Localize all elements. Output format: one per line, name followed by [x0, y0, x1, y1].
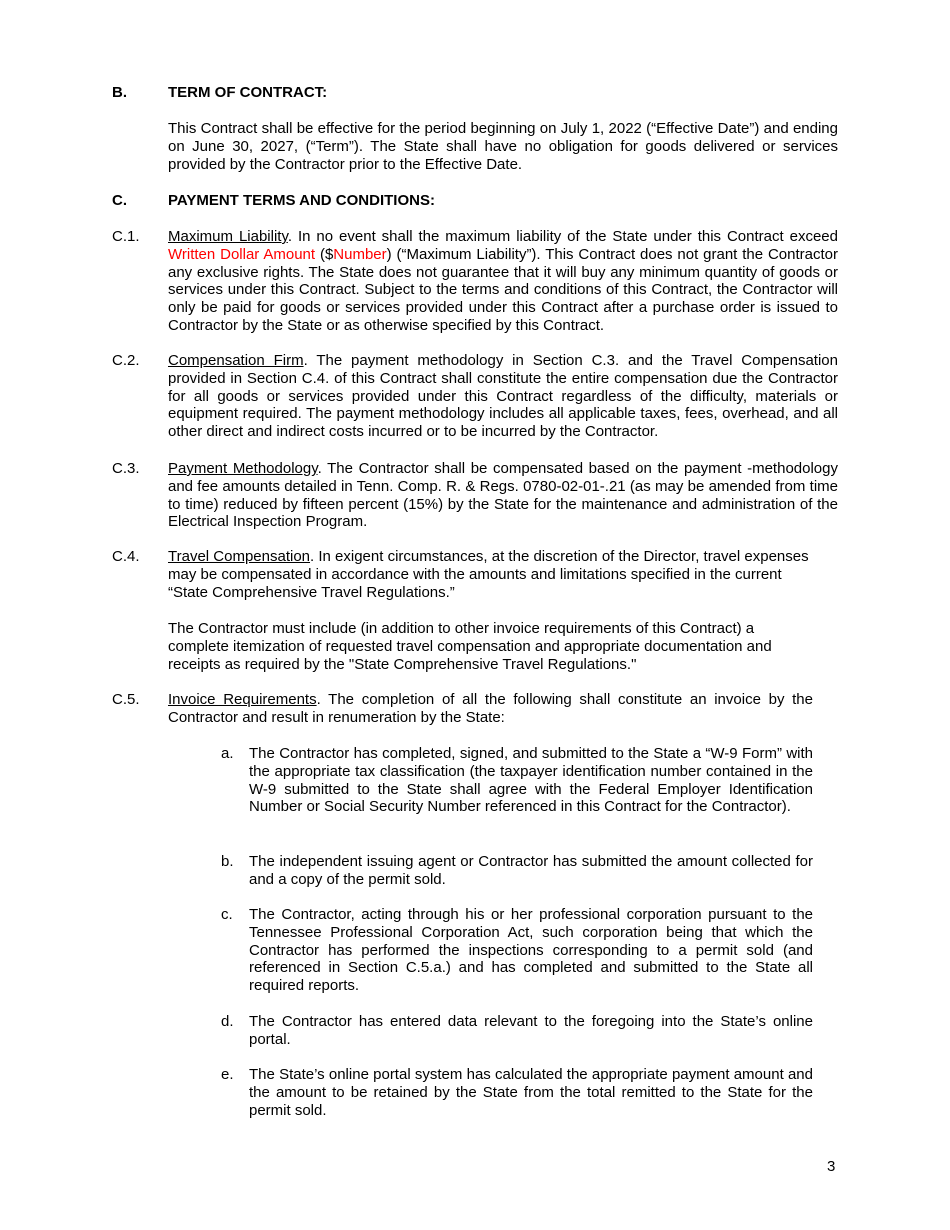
clause-c2-body	[168, 352, 838, 441]
section-c-heading	[112, 192, 435, 210]
clause-c4-heading: Travel Compensation	[168, 548, 311, 565]
section-c-label: C.	[112, 192, 127, 209]
list-item	[221, 745, 813, 816]
clause-c4-paragraph-2: The Contractor must include (in addition to other invoice requirements of this Contract) a complete itemization of requested travel compensation and appropriate documentation and receipts as required by the "State Comprehensive Travel Regulations."	[168, 620, 772, 673]
clause-c1-lead: . In no event shall the maximum liability of the State under this Contract exceed	[287, 228, 838, 245]
clause-c3-body	[168, 460, 838, 531]
clause-c3-text: . The Contractor shall be compensated based on the payment -methodology and fee amounts detailed in Tenn. Comp. R. & Regs. 0780-02-01-.21 (as may be amended from time to time) reduced by fifteen percent (15%) by the State for the maintenance and administration of the Electrical Inspection Program.	[168, 460, 838, 531]
section-b-label: B.	[112, 84, 127, 101]
clause-c1-body	[168, 228, 838, 335]
clause-c3	[112, 460, 838, 531]
list-item-text: The independent issuing agent or Contractor has submitted the amount collected for and a copy of the permit sold.	[249, 853, 813, 888]
list-item-text: The Contractor has completed, signed, and submitted to the State a “W-9 Form” with the appropriate tax classification (the taxpayer identification number contained in the W-9 submitted to the State shall agree with the Federal Employer Identification Number or Social Security Number referenced in this Contract for the Contractor).	[249, 745, 813, 816]
list-item	[221, 1066, 813, 1119]
section-b-heading	[112, 84, 327, 102]
list-item-letter: a.	[221, 745, 234, 762]
clause-c3-number: C.3.	[112, 460, 140, 477]
list-item-letter: d.	[221, 1013, 234, 1030]
clause-c2-text: . The payment methodology in Section C.3. and the Travel Compensation provided in Section C.4. of this Contract shall constitute the entire compensation due the Contractor for all goods or services provided under this Contract regardless of the difficulty, materials or equipment required. The payment methodology includes all applicable taxes, fees, overhead, and all other direct and indirect costs incurred or to be incurred by the Contractor.	[168, 352, 838, 441]
placeholder-dollar-amount: Written Dollar Amount	[168, 245, 316, 263]
clause-c4-text: . In exigent circumstances, at the discretion of the Director, travel expenses may be compensated in accordance with the amounts and limitations specified in the current “State Comprehensive Travel Regulations.”	[168, 548, 809, 601]
clause-c1-paren: ($	[315, 245, 334, 263]
list-item-letter: c.	[221, 906, 233, 923]
clause-c2-heading: Compensation Firm	[168, 352, 304, 369]
clause-c5-body	[168, 691, 813, 727]
list-item	[221, 1013, 813, 1049]
section-c-title: PAYMENT TERMS AND CONDITIONS:	[168, 192, 435, 209]
clause-c5-heading: Invoice Requirements	[168, 691, 317, 708]
clause-c5-number: C.5.	[112, 691, 140, 708]
list-item-letter: e.	[221, 1066, 234, 1083]
list-item-text: The Contractor has entered data relevant to the foregoing into the State’s online portal.	[249, 1013, 813, 1048]
clause-c1-rest: ) (“Maximum Liability”). This Contract does not grant the Contractor any exclusive rights. The State does not guarantee that it will buy any minimum quantity of goods or services under this Contract. Subject to the terms and conditions of this Contract, the Contractor will only be paid for goods or services provided under this Contract after a purchase order is issued to Contractor by the State or as otherwise specified by this Contract.	[168, 245, 838, 334]
placeholder-number: Number	[333, 245, 387, 263]
list-item	[221, 853, 813, 889]
clause-c1-heading: Maximum Liability	[168, 228, 288, 245]
list-item-letter: b.	[221, 853, 234, 870]
page-number: 3	[827, 1158, 836, 1175]
section-b-text: This Contract shall be effective for the period beginning on July 1, 2022 (“Effective Date”) and ending on June 30, 2027, (“Term”). The State shall have no obligation for goods delivered or services provided by the Contractor prior to the Effective Date.	[168, 120, 838, 173]
list-item-text: The State’s online portal system has calculated the appropriate payment amount and the amount to be retained by the State from the total remitted to the State for the permit sold.	[249, 1066, 813, 1119]
list-item-text: The Contractor, acting through his or her professional corporation pursuant to the Tennessee Professional Corporation Act, such corporation being that which the Contractor has performed the inspections corresponding to a permit sold (and referenced in Section C.5.a.) and has completed and submitted to the State all required reports.	[249, 906, 813, 995]
clause-c4	[112, 548, 812, 601]
list-item	[221, 906, 813, 995]
clause-c2	[112, 352, 838, 441]
clause-c1-number: C.1.	[112, 228, 140, 245]
clause-c5-text: . The completion of all the following shall constitute an invoice by the Contractor and result in renumeration by the State:	[168, 691, 813, 726]
clause-c4-body	[168, 548, 812, 601]
clause-c5	[112, 691, 813, 727]
clause-c2-number: C.2.	[112, 352, 140, 369]
clause-c3-heading: Payment Methodology	[168, 460, 318, 477]
clause-c4-number: C.4.	[112, 548, 140, 565]
clause-c1	[112, 228, 838, 335]
section-b-title: TERM OF CONTRACT:	[168, 84, 328, 101]
